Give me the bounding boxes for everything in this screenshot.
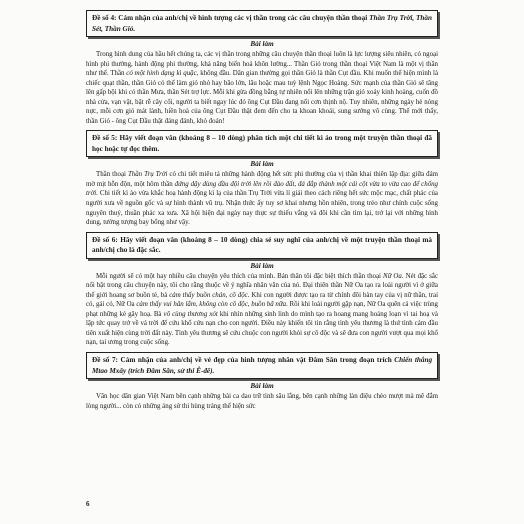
paragraph-text: Văn học dân gian Việt Nam bên cạnh những bài ca dao trữ tình sâu lắng, bên cạnh những làn điệu chèo mượt mà mê đắm lòng người... còn có những áng sử thi hùng tráng thể hiện sức	[86, 393, 438, 410]
answer-heading: Bài làm	[250, 261, 274, 270]
paragraph-text: khi nhìn những sinh linh do mình tạo ra hoang mang hoảng loạn vì tai hoạ và lập tức quay trở về vá trời để cứu khổ cứu nạn cho con người. Điều này khiến tôi tin rằng tình yêu thương là thứ tình cảm đầu tiên xuất hiện cùng trời đất này. Tình yêu thương sẽ cứu chuộc con người khỏi sự cô độc và sẽ đưa con người vượt qua mọi khổ nạn, tai ương trong cuộc sống.	[86, 310, 438, 347]
answer-paragraph	[86, 272, 438, 348]
question-text: Cảm nhận của anh/chị về vẻ đẹp của hình tượng nhân vật Đăm Săn trong đoạn trích	[120, 356, 392, 365]
answer-heading: Bài làm	[250, 40, 274, 48]
question-box	[86, 352, 438, 379]
question-label: Đề số 7:	[92, 356, 118, 365]
answer-paragraph	[86, 392, 438, 411]
paragraph-text: . Nét đặc sắc nổi bật trong câu chuyện này, tôi cho rằng thuộc về ý nghĩa nhân văn của nó. Đại thiên thần Nữ Oa tạo ra loài người vì ở giữa thế giới hoang sơ buồn tẻ, bà	[86, 272, 439, 299]
paragraph-text: có chi tiết miêu tả những hành động hết sức phi thường của vị thần khai thiên lập địa: giữa đám mờ mịt hỗn độn, một hôm thần	[86, 171, 438, 188]
italic-quote: vô cùng thương xót	[163, 310, 218, 318]
answer-heading: Bài làm	[250, 382, 274, 391]
italic-quote: cảm thấy buồn chán, cô độc	[169, 291, 248, 299]
question-box	[86, 130, 438, 157]
answer-paragraph	[86, 50, 438, 126]
paragraph-text: Chi tiết kì ảo vừa khắc hoạ hành động kì lạ của thần Trụ Trời vừa lí giải theo cách riêng hết sức mộc mạc, chất phác của người xưa về nguồn gốc và sự hình thành vũ trụ. Nhận thức ấy tuy sơ khai nhưng hồn nhiên, trong trẻo như chính cuộc sống nguyên thuỷ, thuần phác xa xưa. Xã hội hiện đại ngày nay thực sự thiếu vắng và đôi khi cần tìm lại, trở lại với những hình dung, tưởng tượng bay bổng như vậy.	[86, 190, 438, 227]
answer-heading: Bài làm	[250, 160, 274, 169]
question-label: Đề số 5:	[92, 134, 118, 143]
page-number: 6	[86, 500, 90, 508]
question-box	[86, 10, 438, 37]
paragraph-text: Mỗi người sẽ có một hay nhiều câu chuyện yêu thích của mình. Bản thân tôi đặc biệt thích thần thoại	[96, 272, 384, 280]
paragraph-text: . Khi con người được tạo ra từ chính đôi bàn tay của vị nữ thần, trai có, gái có, Nữ Oa	[86, 291, 438, 309]
question-label: Đề số 4:	[92, 14, 117, 22]
italic-quote: cảm thấy vui hân lắm, không còn cô độc, buồn bã nữa	[136, 301, 287, 309]
sections-container	[86, 10, 438, 411]
question-text: Cảm nhận của anh/chị về hình tượng các vị thần trong các câu chuyện thần thoại	[118, 14, 368, 22]
question-italic-text: Chiến thắng Mtao Mxây (trích Đăm Săn, sử thi Ê-đê).	[92, 356, 433, 375]
paragraph-text: Thần thoại	[96, 171, 128, 179]
paragraph-text: Trong hình dung của hầu hết chúng ta, các vị thần trong những câu chuyện thần thoại luôn là lực lượng siêu nhiên, có ngoại hình phi thường, hành động phi thường, khả năng biến hoá khôn lường... Thần Gió trong thần thoại Việt Nam là một vị thần như thế. Thần	[86, 51, 438, 78]
question-box	[86, 232, 438, 259]
question-text: Hãy viết đoạn văn (khoảng 8 – 10 dòng) phân tích một chi tiết kì ảo trong một truyện thần thoại đã học hoặc tự đọc thêm.	[92, 134, 432, 153]
answer-paragraph	[86, 170, 438, 227]
italic-quote: có một hình dạng kì quặc	[126, 70, 197, 78]
paragraph-text: , không đầu. Dân gian thường gọi thần Gió là thần Cụt đầu. Khi muốn thể hiện mình là chiếc quạt thần, thần Gió có thể làm gió nhỏ hay bão lớn, lâu hoặc mau tuỳ lệnh Ngọc Hoàng. Sức mạnh của thần Gió sẽ tăng lên gấp bội khi có thần Mưa, thần Sét trợ lực. Mỗi khi gừa đồng bằng tự nhiên nổi lên những trận gió xoáy kinh hoàng, cuốn đồ nhà cửa, vạn vật, bật rễ cây cối, người ta biết ngay lúc đó ông Cụt Đầu đang nổi cơn thịnh nộ. Tuy nhiên, những ngày hè nóng nực, mỗi cơn gió mát lành, hiền hoà của ông Cụt Đầu thật đem đến cho ta khoan khoái, sung sướng vô cùng. Thế mới thấy, thần Gió - ông Cụt Đầu thật đáng đánh, khó đoán!	[86, 70, 439, 125]
question-label: Đề số 6:	[92, 235, 118, 244]
paragraph-text: . Rồi khi loài người gặp nạn, Nữ Oa quên cả việc trùng phạt những kẻ gây hoạ. Bà	[86, 301, 438, 318]
italic-quote: Thần Trụ Trời	[127, 171, 168, 179]
question-italic-text: Thần Trụ Trời, Thần Sét, Thần Gió.	[92, 14, 433, 33]
italic-quote: Nữ Oa	[383, 272, 402, 280]
italic-quote: đứng dậy dùng đầu đội trời lên rồi đào đất, đá đắp thành một cái cột vừa to vừa cao để chống trời.	[86, 180, 438, 198]
question-text: Hãy viết đoạn văn (khoảng 8 – 10 dòng) chia sẻ suy nghĩ của anh/chị về một truyện thần thoại mà anh/chị cho là đặc sắc.	[92, 235, 433, 255]
